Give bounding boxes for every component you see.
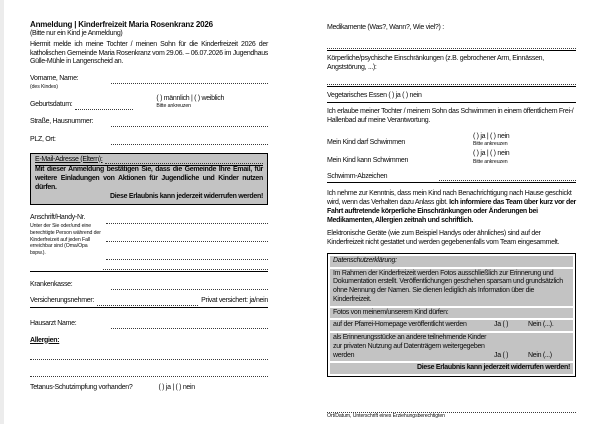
vorname-input-line[interactable] <box>111 76 268 84</box>
geburtsdatum-row <box>30 95 268 111</box>
left-column <box>30 20 268 393</box>
intro-text: Hiermit melde ich meine Tochter / meinen Sohn für die Kinderfreizeit 2026 der katholischen Gemeinde Maria Rosenkranz vom 29.06. – 06.07.2026 im Jugendhaus Gülle-Mühle in Langenscheid an. <box>30 40 268 66</box>
datenschutz-revoke-text: Diese Erlaubnis kann jederzeit widerrufen werden! <box>330 363 573 374</box>
tetanus-label: Tetanus-Schutzimpfung vorhanden? <box>30 384 133 392</box>
privat-versichert-choice[interactable]: Privat versichert: ja/nein <box>201 297 268 304</box>
abzeichen-label: Schwimm-Abzeichen <box>327 172 388 180</box>
weitergabe-text-line3: werden <box>333 351 355 359</box>
signature-block <box>327 411 576 420</box>
kann-ankreuzen-note: Bitte ankreuzen <box>473 158 508 165</box>
email-consent-box <box>30 153 268 206</box>
versicherung-input-line[interactable] <box>97 298 198 306</box>
weitergabe-ja-checkbox[interactable]: Ja ( ) <box>494 351 509 359</box>
allergien-heading: Allergien: <box>30 336 60 344</box>
vorname-label: Vorname, Name: <box>30 75 79 82</box>
vorname-row <box>30 75 268 84</box>
plz-label: PLZ, Ort: <box>30 135 56 143</box>
anschrift-underline-row <box>30 267 268 272</box>
plz-input-line[interactable] <box>111 137 268 145</box>
gender-checkboxes[interactable]: ( ) männlich | ( ) weiblich <box>156 94 225 102</box>
versicherung-label: Versicherungsnehmer: <box>30 297 95 304</box>
darf-schwimmen-row <box>327 133 576 149</box>
fotos-label: Fotos von meinem/unserem Kind dürfen: <box>330 308 573 319</box>
strasse-input-line[interactable] <box>111 119 268 127</box>
anschrift-input-line-1[interactable] <box>106 214 268 224</box>
weitergabe-nein-checkbox[interactable]: Nein (...) <box>528 351 552 359</box>
tetanus-checkboxes[interactable]: ( ) ja | ( ) nein <box>158 384 195 392</box>
medikamente-label: Medikamente (Was?, Wann?, Wie viel?) : <box>327 24 444 31</box>
form-subtitle: (Bitte nur ein Kind je Anmeldung) <box>30 30 123 37</box>
anschrift-input-line-2[interactable] <box>106 224 268 242</box>
abzeichen-row <box>327 173 576 184</box>
homepage-ja-checkbox[interactable]: Ja ( ) <box>494 321 509 329</box>
datenschutz-heading: Datenschutzerklärung: <box>330 256 573 267</box>
medikamente-input-line[interactable] <box>327 47 576 51</box>
plz-row <box>30 136 268 145</box>
weitergabe-text-line2: zur privaten Nutzung auf Datenträgern weitergegeben <box>333 342 485 350</box>
email-label: E-Mail-Adresse (Eltern): <box>35 155 103 163</box>
versicherung-row <box>30 297 268 308</box>
strasse-label: Straße, Hausnummer: <box>30 118 94 125</box>
homepage-permission-text: auf der Pfarrei-Homepage veröffentlicht werden <box>333 321 467 329</box>
email-revoke-text: Diese Erlaubnis kann jederzeit widerrufen werden! <box>110 192 263 200</box>
homepage-nein-checkbox[interactable]: Nein (...). <box>528 321 554 329</box>
homepage-permission-row <box>330 320 573 331</box>
email-consent-text: Mit dieser Anmeldung bestätigen Sie, dass die Gemeinde Ihre Email, für weitere Einladungen von Aktionen für Jugendliche und Kinder nutzen dürfen. <box>35 166 263 191</box>
anschrift-input-line-3[interactable] <box>106 242 268 260</box>
weitergabe-text-line1: als Erinnerungsstücke an andere teilnehmende Kinder <box>333 334 487 341</box>
hausarzt-input-line[interactable] <box>111 321 268 329</box>
kann-schwimmen-row <box>327 150 576 166</box>
hausarzt-label: Hausarzt Name: <box>30 319 77 327</box>
kenntnis-text: Ich nehme zur Kenntnis, dass mein Kind nach Benachrichtigung nach Hause geschickt wird, wenn das Verhalten dazu Anlass gibt. <box>327 190 572 206</box>
signature-label: Ort/Datum, Unterschrift eines Erziehungsberechtigten <box>327 413 445 419</box>
allergien-input-line-1[interactable] <box>30 358 268 360</box>
krankenkasse-input-line[interactable] <box>111 282 268 290</box>
allergien-input-line-2[interactable] <box>30 375 268 377</box>
form-title: Anmeldung | Kinderfreizeit Maria Rosenkranz 2026 <box>30 20 213 29</box>
vorname-note: (des Kindes) <box>30 83 58 90</box>
darf-schwimmen-label: Mein Kind darf Schwimmen <box>327 139 405 147</box>
geburtsdatum-input-line[interactable] <box>75 102 133 110</box>
hausarzt-row <box>30 320 268 329</box>
anschrift-note: Unter der Sie oder/und eine berechtigte Person während der Kinderfreizeit auf jeden Fall erreichbar sind (Oma/Opa bspw.). <box>30 223 101 256</box>
email-input-line[interactable] <box>105 156 263 164</box>
right-column <box>327 20 576 420</box>
gender-ankreuzen-note: Bitte ankreuzen <box>156 103 191 110</box>
geburtsdatum-label: Geburtsdatum: <box>30 101 73 109</box>
krankenkasse-row <box>30 281 268 290</box>
darf-ankreuzen-note: Bitte ankreuzen <box>473 141 508 148</box>
email-row <box>35 156 263 167</box>
einschraenkungen-input-line[interactable] <box>327 83 576 87</box>
kenntnis-paragraph <box>327 190 576 225</box>
vegetarisch-row <box>327 92 576 103</box>
datenschutz-text: Im Rahmen der Kinderfreizeit werden Fotos ausschließlich zur Erinnerung und Dokumentation erstellt. Veröffentlichungen geschehen sparsam und grundsätzlich ohne Nennung der Namen. Sie dienen lediglich als Information über die Kinderfreizeit. <box>330 269 573 306</box>
anschrift-input-line-4[interactable] <box>103 267 268 270</box>
strasse-row <box>30 118 268 127</box>
datenschutz-box <box>327 253 576 377</box>
darf-schwimmen-checkboxes[interactable]: ( ) ja | ( ) nein <box>473 132 510 140</box>
einschraenkungen-label: Körperliche/psychische Einschränkungen (z.B. gebrochener Arm, Einnässen, Angststörung, ...): <box>327 54 544 71</box>
abzeichen-input-line[interactable] <box>439 173 576 181</box>
anschrift-block <box>30 214 268 260</box>
tetanus-row <box>30 384 268 393</box>
kann-schwimmen-label: Mein Kind kann Schwimmen <box>327 156 409 164</box>
weitergabe-permission-row <box>330 333 573 361</box>
krankenkasse-label: Krankenkasse: <box>30 281 73 289</box>
anschrift-label: Anschrift/Handy-Nr. <box>30 214 85 222</box>
schwimmen-intro: Ich erlaube meiner Tochter / meinem Sohn das Schwimmen in einem öffentlichem Frei-/ Hallenbad auf meine Verantwortung. <box>327 108 574 124</box>
page-left-edge <box>0 0 4 424</box>
vegetarisch-checkboxes[interactable]: Vegetarisches Essen ( ) ja ( ) nein <box>327 92 422 100</box>
kenntnis-bold-text: Ich informiere das Team über kurz vor der Fahrt auftretende körperliche Einschränkungen oder Änderungen bei Medikamenten, Allergien zeitnah und schriftlich. <box>327 199 576 224</box>
kann-schwimmen-checkboxes[interactable]: ( ) ja | ( ) nein <box>473 150 510 157</box>
geraete-paragraph: Elektronische Geräte (wie zum Beispiel Handys oder ähnliches) sind auf der Kinderfreizeit nicht gestattet und werden gegebenenfalls vom Team eingesammelt. <box>327 230 560 246</box>
